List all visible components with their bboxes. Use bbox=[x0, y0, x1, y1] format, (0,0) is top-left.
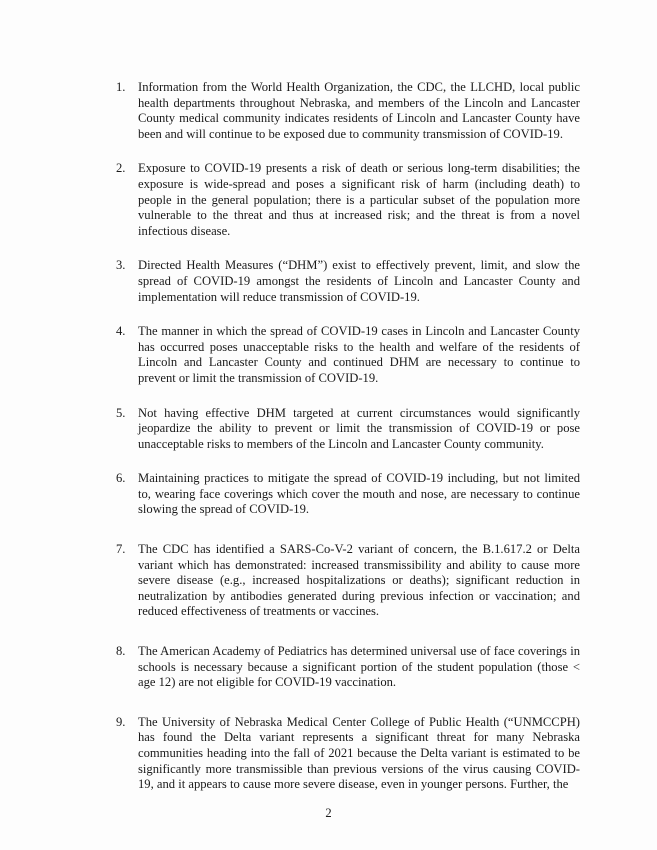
list-item bbox=[116, 471, 580, 518]
list-item bbox=[116, 161, 580, 239]
item-text: The CDC has identified a SARS-Co-V-2 variant of concern, the B.1.617.2 or Delta variant which has demonstrated: increased transmissibility and ability to cause more severe disease (e.g., increased hospitalizations or deaths); significant reduction in neutralization by antibodies generated during previous infection or vaccination; and reduced effectiveness of treatments or vaccines. bbox=[138, 542, 580, 619]
item-text: Information from the World Health Organization, the CDC, the LLCHD, local public health departments throughout Nebraska, and members of the Lincoln and Lancaster County medical community indicates residents of Lincoln and Lancaster County have been and will continue to be exposed due to community transmission of COVID-19. bbox=[138, 80, 580, 141]
item-text: Exposure to COVID-19 presents a risk of death or serious long-term disabilities; the exposure is wide-spread and poses a significant risk of harm (including death) to people in the general population; there is a particular subset of the population more vulnerable to the threat and thus at increased risk; and the threat is from a novel infectious disease. bbox=[138, 161, 580, 238]
item-number: 1. bbox=[116, 80, 126, 94]
list-item bbox=[116, 542, 580, 620]
findings-list bbox=[116, 80, 580, 793]
item-number: 6. bbox=[116, 471, 126, 486]
list-item bbox=[116, 324, 580, 386]
item-text: The manner in which the spread of COVID-19 cases in Lincoln and Lancaster County has occurred poses unacceptable risks to the health and welfare of the residents of Lincoln and Lancaster County and continued DHM are necessary to continue to prevent or limit the transmission of COVID-19. bbox=[138, 324, 580, 385]
item-number: 7. bbox=[116, 542, 126, 557]
item-number: 3. bbox=[116, 258, 126, 273]
item-number: 5. bbox=[116, 405, 126, 420]
list-item bbox=[116, 80, 580, 142]
item-text: Not having effective DHM targeted at current circumstances would significantly jeopardize the ability to prevent or limit the transmission of COVID-19 or pose unacceptable risks to members of the Lincoln and Lancaster County community. bbox=[138, 405, 580, 451]
item-number: 4. bbox=[116, 324, 126, 339]
list-item bbox=[116, 644, 580, 691]
list-item bbox=[116, 715, 580, 793]
item-number: 8. bbox=[116, 644, 126, 659]
item-text: Maintaining practices to mitigate the spread of COVID-19 including, but not limited to, wearing face coverings which cover the mouth and nose, are necessary to continue slowing the spread of COVID-19. bbox=[138, 471, 580, 517]
item-text: The American Academy of Pediatrics has determined universal use of face coverings in schools is necessary because a significant portion of the student population (those < age 12) are not eligible for COVID-19 vaccination. bbox=[138, 644, 580, 690]
page-number: 2 bbox=[325, 806, 332, 820]
item-number: 2. bbox=[116, 161, 126, 176]
list-item bbox=[116, 258, 580, 305]
item-text: Directed Health Measures (“DHM”) exist to effectively prevent, limit, and slow the spread of COVID-19 amongst the residents of Lincoln and Lancaster County and implementation will reduce transmission of COVID-19. bbox=[138, 258, 580, 304]
item-number: 9. bbox=[116, 714, 126, 729]
item-text: The University of Nebraska Medical Center College of Public Health (“UNMCCPH) has found the Delta variant represents a significant threat for many Nebraska communities heading into the fall of 2021 because the Delta variant is estimated to be significantly more transmissible than previous versions of the virus causing COVID-19, and it appears to cause more severe disease, even in younger persons. Further, the bbox=[138, 714, 580, 792]
list-item bbox=[116, 406, 580, 453]
